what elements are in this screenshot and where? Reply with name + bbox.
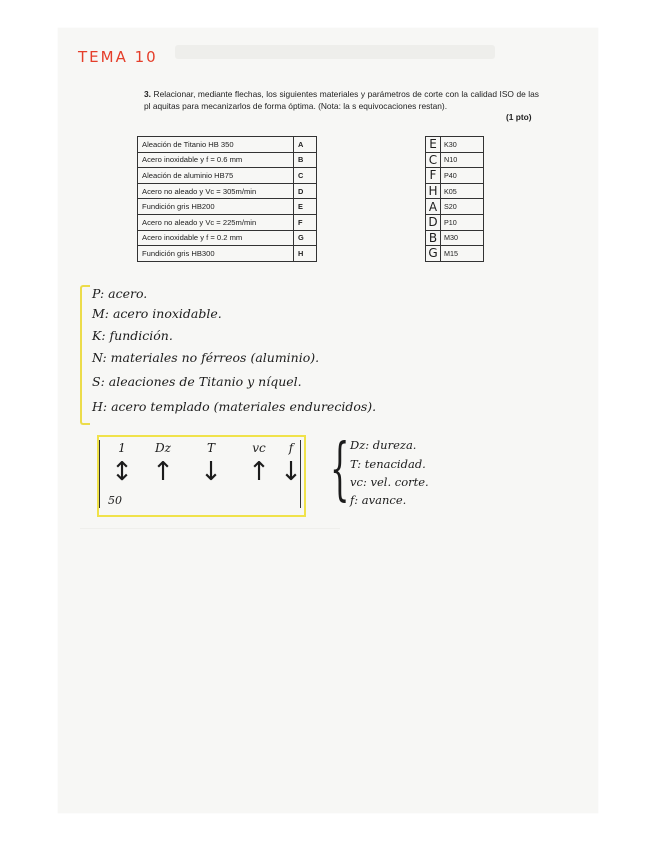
legend-brace: {: [330, 430, 350, 509]
trend-col-scale: [107, 441, 137, 485]
trend-col-label: f: [288, 441, 294, 455]
material-letter: H: [294, 246, 317, 262]
material-letter: A: [294, 137, 317, 153]
trend-col: [244, 441, 274, 485]
iso-code-row: [426, 183, 484, 199]
iso-code-row: [426, 152, 484, 168]
material-letter: E: [294, 199, 317, 215]
trend-col-label: vc: [252, 441, 266, 455]
material-name: Fundición gris HB200: [138, 199, 294, 215]
handwritten-answer: C: [426, 152, 441, 168]
handwritten-answer: A: [426, 199, 441, 215]
legend-note: T: tenacidad.: [350, 457, 426, 471]
topic-title: TEMA 10: [78, 48, 158, 66]
trend-col: [276, 441, 306, 485]
show-through-shadow: [175, 45, 495, 59]
legend-note: f: avance.: [350, 493, 407, 507]
iso-code: M15: [441, 246, 484, 262]
handwritten-answer: H: [426, 183, 441, 199]
material-row: [138, 168, 317, 184]
material-name: Acero inoxidable y f = 0.2 mm: [138, 230, 294, 246]
legend-note: vc: vel. corte.: [350, 475, 429, 489]
material-row: [138, 183, 317, 199]
trend-arrow-icon: ↑: [248, 457, 270, 487]
trend-bottom-label: 50: [108, 494, 122, 507]
material-name: Acero inoxidable y f = 0.6 mm: [138, 152, 294, 168]
groups-bracket: [80, 285, 90, 425]
iso-code-row: [426, 168, 484, 184]
show-through-shadow-2: [80, 528, 340, 649]
double-arrow-icon: ↕: [111, 457, 133, 487]
material-row: [138, 246, 317, 262]
material-row: [138, 137, 317, 153]
material-row: [138, 152, 317, 168]
question-text: [144, 89, 539, 112]
iso-code-row: [426, 214, 484, 230]
trend-col: [148, 441, 178, 485]
question-number: 3.: [144, 89, 151, 99]
iso-code: K30: [441, 137, 484, 153]
material-name: Acero no aleado y Vc = 305m/min: [138, 183, 294, 199]
iso-group-note: H: acero templado (materiales endurecidos).: [92, 399, 377, 414]
iso-code: M30: [441, 230, 484, 246]
trend-col: [196, 441, 226, 485]
materials-table: [137, 136, 317, 262]
iso-code: N10: [441, 152, 484, 168]
material-letter: G: [294, 230, 317, 246]
question-points: (1 pto): [506, 112, 532, 122]
handwritten-answer: B: [426, 230, 441, 246]
iso-group-note: P: acero.: [92, 286, 148, 301]
iso-group-note: N: materiales no férreos (aluminio).: [92, 350, 320, 365]
iso-group-note: K: fundición.: [92, 328, 173, 343]
iso-group-note: S: aleaciones de Titanio y níquel.: [92, 374, 302, 389]
material-letter: B: [294, 152, 317, 168]
material-letter: C: [294, 168, 317, 184]
iso-code: P40: [441, 168, 484, 184]
iso-code-row: [426, 137, 484, 153]
iso-code: P10: [441, 214, 484, 230]
trend-box-inner-left: [99, 440, 100, 508]
iso-code: K05: [441, 183, 484, 199]
question-body: Relacionar, mediante flechas, los siguientes materiales y parámetros de corte con la calidad ISO de las pl aquitas para mecanizarlos de forma óptima. (Nota: la s equivocaciones restan).: [144, 89, 539, 111]
iso-code-row: [426, 230, 484, 246]
trend-col-label: T: [206, 441, 215, 455]
material-row: [138, 214, 317, 230]
trend-top-label: 1: [118, 441, 126, 455]
iso-code: S20: [441, 199, 484, 215]
handwritten-answer: D: [426, 214, 441, 230]
legend-note: Dz: dureza.: [350, 438, 417, 452]
material-row: [138, 230, 317, 246]
material-name: Fundición gris HB300: [138, 246, 294, 262]
material-name: Aleación de Titanio HB 350: [138, 137, 294, 153]
iso-codes-table: [425, 136, 484, 262]
handwritten-answer: E: [426, 137, 441, 153]
material-name: Aleación de aluminio HB75: [138, 168, 294, 184]
handwritten-answer: F: [426, 168, 441, 184]
handwritten-answer: G: [426, 246, 441, 262]
material-row: [138, 199, 317, 215]
iso-group-note: M: acero inoxidable.: [92, 306, 222, 321]
iso-code-row: [426, 246, 484, 262]
iso-code-row: [426, 199, 484, 215]
material-name: Acero no aleado y Vc = 225m/min: [138, 214, 294, 230]
material-letter: F: [294, 214, 317, 230]
trend-arrow-icon: ↓: [280, 457, 302, 487]
trend-col-label: Dz: [155, 441, 171, 455]
trend-arrow-icon: ↓: [200, 457, 222, 487]
trend-arrow-icon: ↑: [152, 457, 174, 487]
material-letter: D: [294, 183, 317, 199]
